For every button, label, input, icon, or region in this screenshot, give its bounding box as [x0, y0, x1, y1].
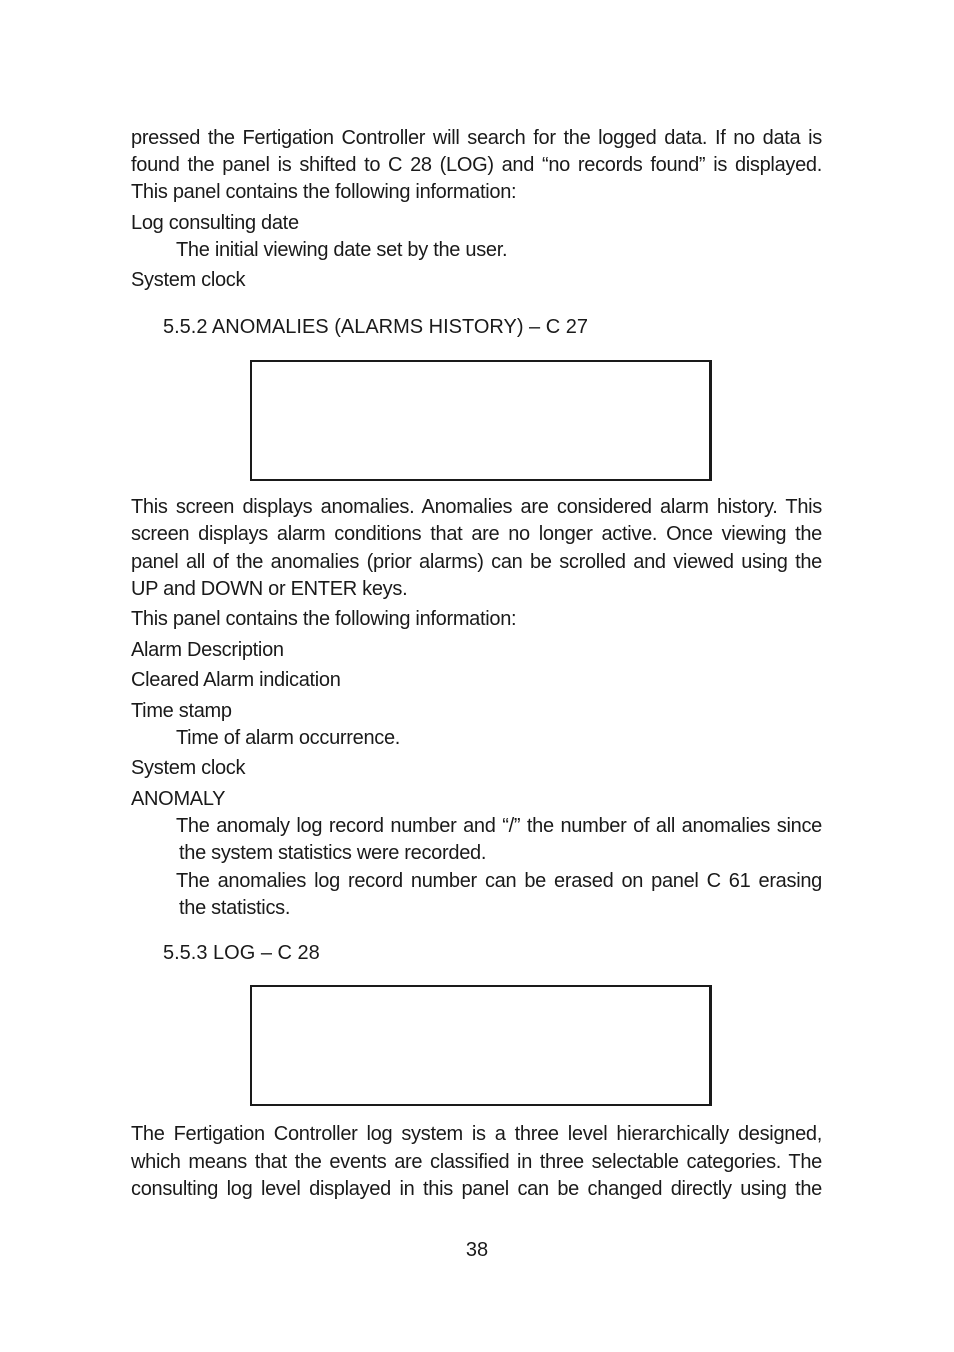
- section-553-para-line-1: The Fertigation Controller log system is a three level hierarchically designed,: [131, 1123, 822, 1145]
- system-clock-title-2: System clock: [131, 757, 246, 779]
- page-number: 38: [465, 1239, 489, 1261]
- section-552-para-line-2: screen displays alarm conditions that are no longer active. Once viewing the: [131, 523, 822, 545]
- anomaly-desc-1-line-1: The anomaly log record number and “/” the number of all anomalies since: [176, 815, 822, 837]
- anomaly-desc-1-line-2: the system statistics were recorded.: [179, 842, 487, 864]
- section-553-para-line-3: consulting log level displayed in this panel can be changed directly using the: [131, 1178, 822, 1200]
- section-552-para-line-1: This screen displays anomalies. Anomalies are considered alarm history. This: [131, 496, 822, 518]
- section-552-para-line-4: UP and DOWN or ENTER keys.: [131, 578, 408, 600]
- c28-panel-image: [250, 985, 712, 1106]
- system-clock-title: System clock: [131, 269, 246, 291]
- section-552-contains: This panel contains the following information:: [131, 608, 517, 630]
- c27-panel-image: [250, 360, 712, 481]
- time-stamp-desc: Time of alarm occurrence.: [176, 727, 401, 749]
- intro-line-2: found the panel is shifted to C 28 (LOG) and “no records found” is displayed.: [131, 154, 822, 176]
- log-consulting-date-desc: The initial viewing date set by the user.: [176, 239, 508, 261]
- time-stamp-title: Time stamp: [131, 700, 232, 722]
- anomaly-desc-2-line-1: The anomalies log record number can be erased on panel C 61 erasing: [176, 870, 822, 892]
- cleared-alarm-title: Cleared Alarm indication: [131, 669, 341, 691]
- section-553-heading: 5.5.3 LOG – C 28: [163, 942, 320, 964]
- section-553-para-line-2: which means that the events are classified in three selectable categories. The: [131, 1151, 822, 1173]
- intro-line-1: pressed the Fertigation Controller will search for the logged data. If no data is: [131, 127, 822, 149]
- anomaly-desc-2-line-2: the statistics.: [179, 897, 291, 919]
- section-552-para-line-3: panel all of the anomalies (prior alarms) can be scrolled and viewed using the: [131, 551, 822, 573]
- alarm-description-title: Alarm Description: [131, 639, 284, 661]
- log-consulting-date-title: Log consulting date: [131, 212, 299, 234]
- anomaly-title: ANOMALY: [131, 788, 226, 810]
- intro-line-3: This panel contains the following information:: [131, 181, 517, 203]
- section-552-heading: 5.5.2 ANOMALIES (ALARMS HISTORY) – C 27: [163, 316, 588, 338]
